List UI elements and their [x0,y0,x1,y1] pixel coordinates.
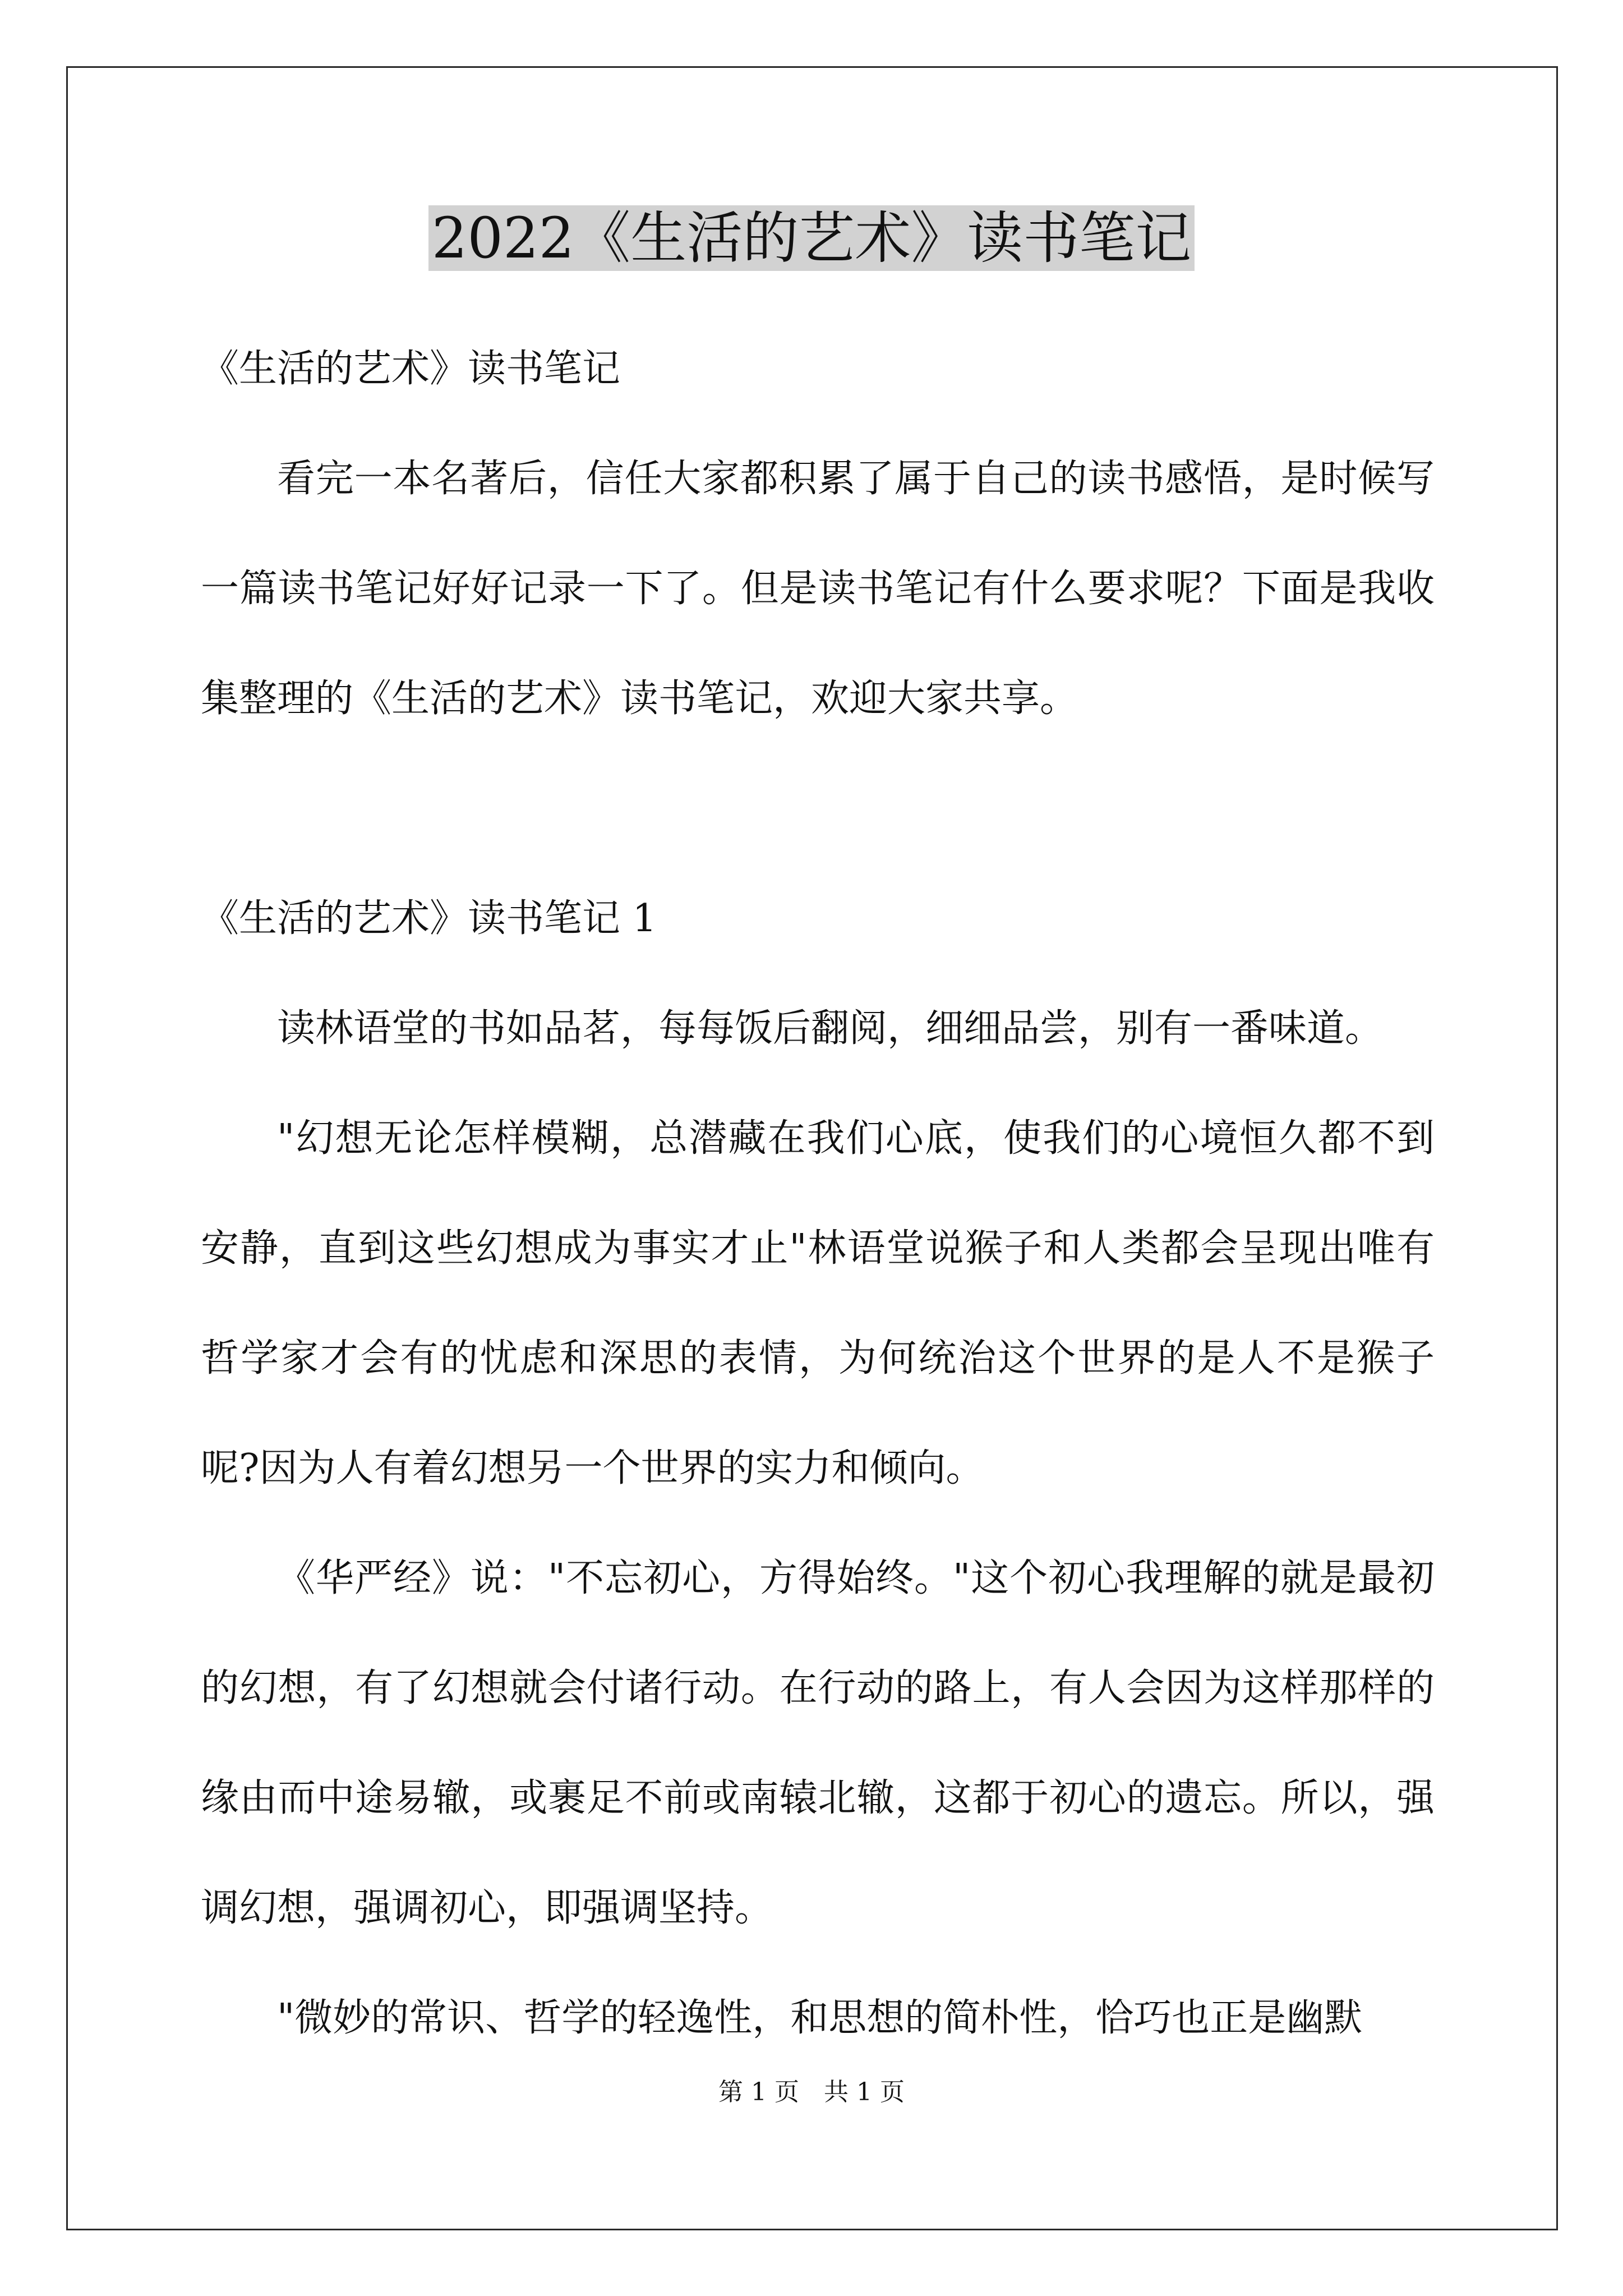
page-footer: 第 1 页 共 1 页 [718,2078,905,2106]
document-subtitle: 《生活的艺术》读书笔记 [201,347,621,391]
document-title [0,196,1623,280]
body-paragraph-3: 《华严经》说："不忘初心，方得始终。"这个初心我理解的就是最初的幻想，有了幻想就会付诸行动。在行动的路上，有人会因为这样那样的缘由而中途易辙，或裹足不前或南辕北辙，这都于初心的遗忘。所以，强调幻想，强调初心，即强调坚持。 [201,1556,1435,1930]
body-paragraph-2: "幻想无论怎样模糊，总潜藏在我们心底，使我们的心境恒久都不到安静，直到这些幻想成为事实才止"林语堂说猴子和人类都会呈现出唯有哲学家才会有的忧虑和深思的表情，为何统治这个世界的是人不是猴子呢?因为人有着幻想另一个世界的实力和倾向。 [201,1116,1435,1490]
body-paragraph-1: 读林语堂的书如品茗，每每饭后翻阅，细细品尝，别有一番味道。 [277,1006,1384,1051]
body-paragraph-4: "微妙的常识、哲学的轻逸性，和思想的简朴性，恰巧也正是幽默 [277,1996,1363,2040]
intro-paragraph: 看完一本名著后，信任大家都积累了属于自己的读书感悟，是时候写一篇读书笔记好好记录一下了。但是读书笔记有什么要求呢？下面是我收集整理的《生活的艺术》读书笔记，欢迎大家共享。 [201,457,1435,721]
section-heading: 《生活的艺术》读书笔记 1 [201,896,657,941]
document-title-text: 2022《生活的艺术》读书笔记 [428,205,1195,271]
blank-line [201,754,1435,864]
document-body [201,314,1435,2073]
